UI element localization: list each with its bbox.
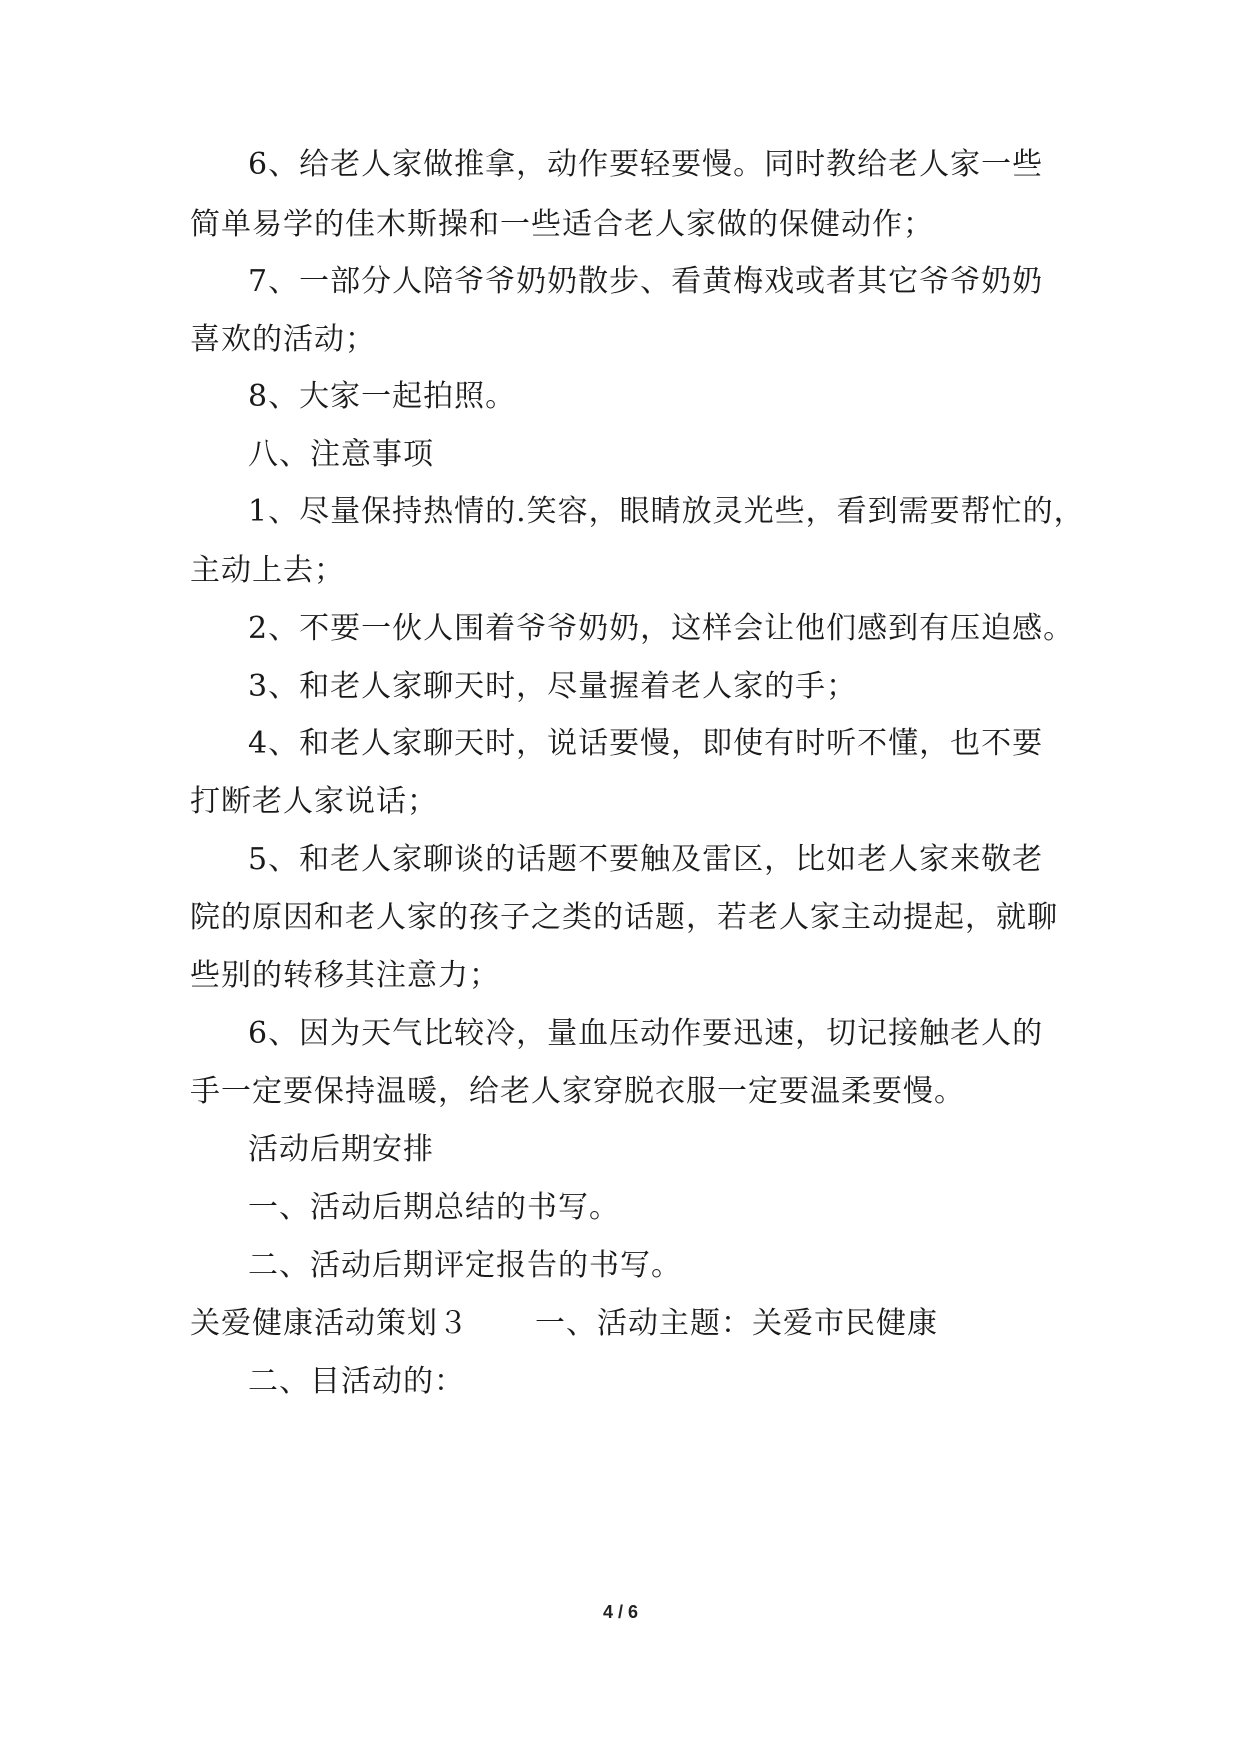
section-heading: 活动后期安排 xyxy=(248,1132,434,1167)
paragraph-line: 5、和老人家聊谈的话题不要触及雷区，比如老人家来敬老 xyxy=(248,842,1044,877)
paragraph-line: 打断老人家说话； xyxy=(190,784,438,819)
section-heading: 八、注意事项 xyxy=(248,437,434,472)
page-number: 4 / 6 xyxy=(602,1602,639,1622)
paragraph-line: 喜欢的活动； xyxy=(190,322,376,357)
paragraph-line: 3、和老人家聊天时，尽量握着老人家的手； xyxy=(248,669,858,704)
paragraph-line: 手一定要保持温暖，给老人家穿脱衣服一定要温柔要慢。 xyxy=(190,1074,965,1109)
paragraph-line: 1、尽量保持热情的.笑容，眼睛放灵光些，看到需要帮忙的， xyxy=(248,494,1085,529)
paragraph-line: 6、因为天气比较冷，量血压动作要迅速，切记接触老人的 xyxy=(248,1016,1044,1051)
paragraph-line: 8、大家一起拍照。 xyxy=(248,379,517,414)
section-theme: 一、活动主题：关爱市民健康 xyxy=(535,1306,938,1341)
paragraph-line: 7、一部分人陪爷爷奶奶散步、看黄梅戏或者其它爷爷奶奶 xyxy=(248,264,1044,299)
paragraph-line: 院的原因和老人家的孩子之类的话题，若老人家主动提起，就聊 xyxy=(190,900,1058,935)
paragraph-line: 一、活动后期总结的书写。 xyxy=(248,1190,620,1225)
section-title-row xyxy=(190,1304,938,1344)
section-title: 关爱健康活动策划３ xyxy=(190,1306,469,1341)
paragraph-line: 简单易学的佳木斯操和一些适合老人家做的保健动作； xyxy=(190,207,934,242)
paragraph-line: 主动上去； xyxy=(190,553,345,588)
paragraph-line: 2、不要一伙人围着爷爷奶奶，这样会让他们感到有压迫感。 xyxy=(248,611,1075,646)
paragraph-line: 二、目活动的： xyxy=(248,1364,465,1399)
paragraph-line: 6、给老人家做推拿，动作要轻要慢。同时教给老人家一些 xyxy=(248,147,1044,182)
paragraph-line: 二、活动后期评定报告的书写。 xyxy=(248,1248,682,1283)
paragraph-line: 些别的转移其注意力； xyxy=(190,958,500,993)
paragraph-line: 4、和老人家聊天时，说话要慢，即使有时听不懂，也不要 xyxy=(248,726,1044,761)
